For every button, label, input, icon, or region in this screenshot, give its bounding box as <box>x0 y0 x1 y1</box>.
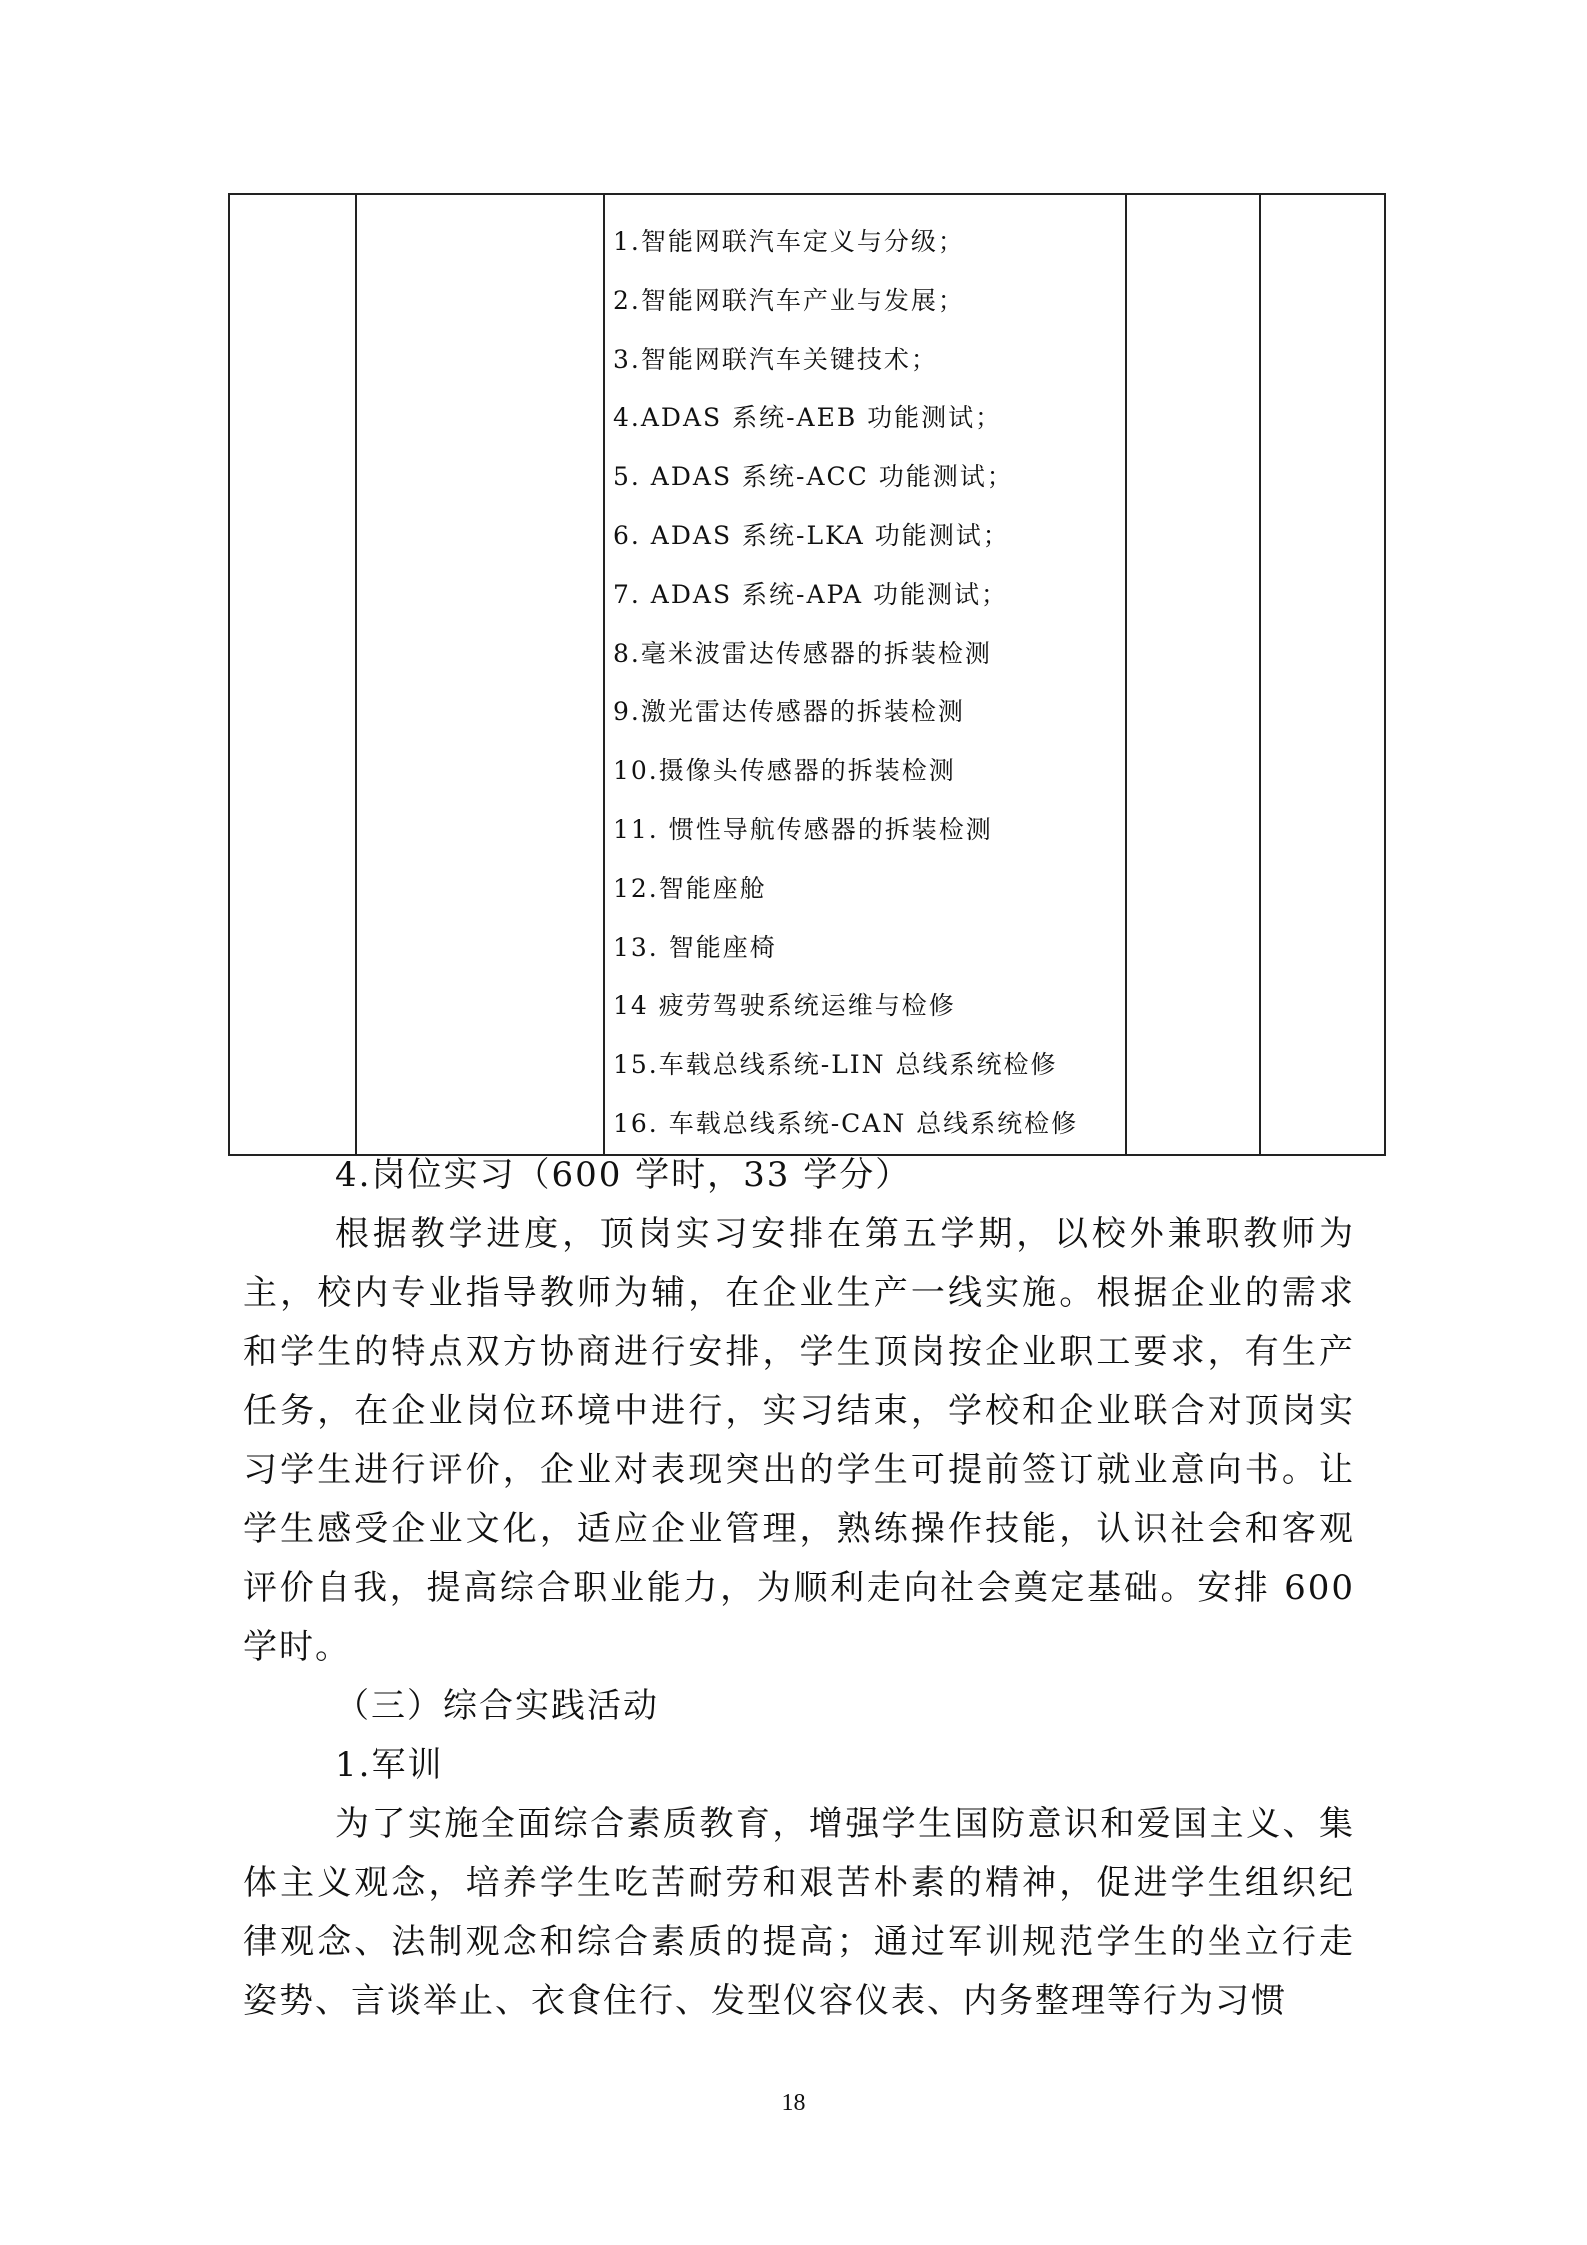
list-item: 2.智能网联汽车产业与发展； <box>613 285 965 315</box>
list-item: 4.ADAS 系统-AEB 功能测试； <box>613 403 1003 433</box>
table-cell-empty <box>356 194 604 1155</box>
list-item: 8.毫米波雷达传感器的拆装检测 <box>613 638 992 668</box>
list-item: 16. 车载总线系统-CAN 总线系统检修 <box>613 1108 1079 1138</box>
list-item: 3.智能网联汽车关键技术； <box>613 344 938 374</box>
practice-section <box>243 1677 1355 2031</box>
table-cell-empty <box>1126 194 1260 1155</box>
table-cell-empty <box>1260 194 1385 1155</box>
table-row <box>229 194 1385 1155</box>
list-item: 12.智能座舱 <box>613 873 767 903</box>
list-item: 1.智能网联汽车定义与分级； <box>613 227 965 256</box>
list-item: 10.摄像头传感器的拆装检测 <box>613 756 956 786</box>
military-training-heading: 1.军训 <box>335 1745 444 1785</box>
table-cell-course-content <box>604 194 1126 1155</box>
internship-paragraph: 根据教学进度，顶岗实习安排在第五学期，以校外兼职教师为主，校内专业指导教师为辅，在企业生产一线实施。根据企业的需求和学生的特点双方协商进行安排，学生顶岗按企业职工要求，有生产任务，在企业岗位环境中进行，实习结束，学校和企业联合对顶岗实习学生进行评价，企业对表现突出的学生可提前签订就业意向书。让学生感受企业文化，适应企业管理，熟练操作技能，认识社会和客观评价自我，提高综合职业能力，为顺利走向社会奠定基础。安排 600 学时。 <box>243 1214 1355 1667</box>
list-item: 15.车载总线系统-LIN 总线系统检修 <box>613 1050 1058 1080</box>
list-item: 13. 智能座椅 <box>613 932 777 962</box>
internship-section <box>243 1146 1355 1677</box>
list-item: 14 疲劳驾驶系统运维与检修 <box>613 991 956 1021</box>
course-content-list <box>605 195 1125 1154</box>
military-training-paragraph: 为了实施全面综合素质教育，增强学生国防意识和爱国主义、集体主义观念，培养学生吃苦耐劳和艰苦朴素的精神，促进学生组织纪律观念、法制观念和综合素质的提高；通过军训规范学生的坐立行走姿势、言谈举止、衣食住行、发型仪容仪表、内务整理等行为习惯 <box>243 1804 1355 2021</box>
list-item: 9.激光雷达传感器的拆装检测 <box>613 697 965 727</box>
table-cell-empty <box>229 194 356 1155</box>
internship-heading: 4.岗位实习（600 学时，33 学分） <box>335 1155 912 1195</box>
list-item: 7. ADAS 系统-APA 功能测试； <box>613 579 1009 609</box>
page-number: 18 <box>781 2090 806 2116</box>
course-table <box>228 193 1386 1156</box>
list-item: 5. ADAS 系统-ACC 功能测试； <box>613 462 1014 492</box>
list-item: 6. ADAS 系统-LKA 功能测试； <box>613 520 1010 550</box>
list-item: 11. 惯性导航传感器的拆装检测 <box>613 814 993 844</box>
practice-heading: （三）综合实践活动 <box>335 1686 659 1726</box>
